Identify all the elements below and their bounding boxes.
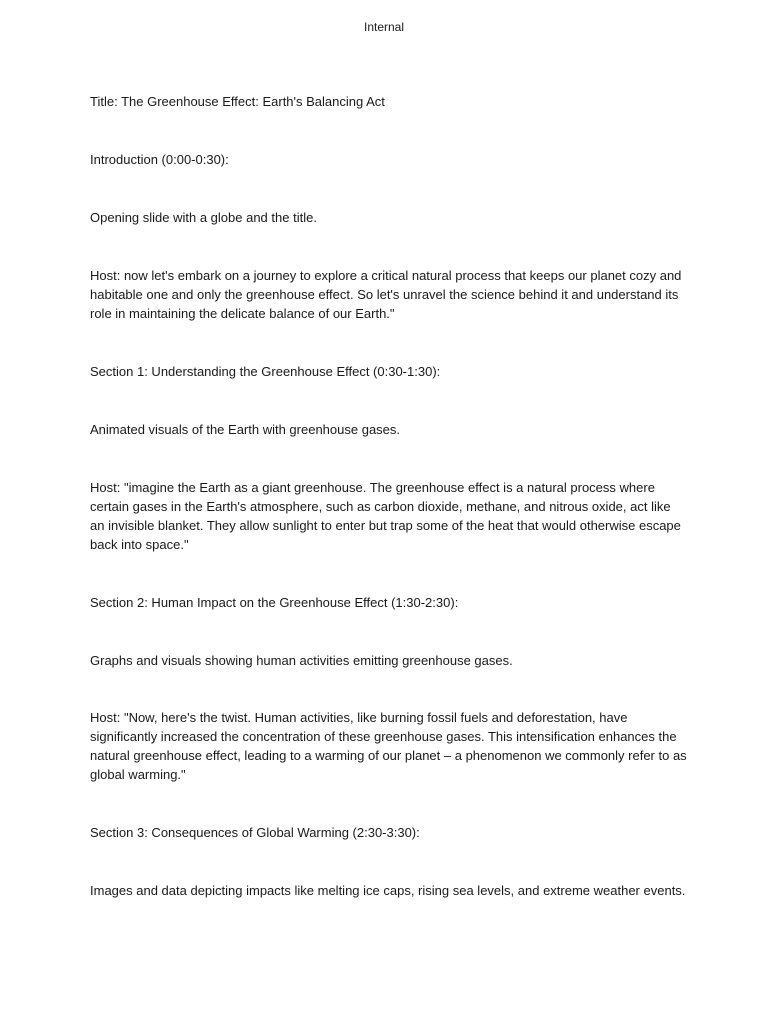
section2-heading: Section 2: Human Impact on the Greenhouse Effect (1:30-2:30): bbox=[90, 595, 459, 610]
section1-visual-note: Animated visuals of the Earth with greenhouse gases. bbox=[90, 422, 401, 437]
section1-host-line: Host: "imagine the Earth as a giant greenhouse. The greenhouse effect is a natural process where certain gases in the Earth's atmosphere, such as carbon dioxide, methane, and nitrous oxide, act like an invisible blanket. They allow sunlight to enter but trap some of the heat that would otherwise escape back into space." bbox=[90, 480, 681, 552]
document-title: Title: The Greenhouse Effect: Earth's Balancing Act bbox=[90, 94, 385, 109]
intro-heading: Introduction (0:00-0:30): bbox=[90, 152, 229, 167]
classification-label: Internal bbox=[363, 20, 405, 34]
section2-visual-note: Graphs and visuals showing human activities emitting greenhouse gases. bbox=[90, 653, 513, 668]
intro-host-line: Host: now let's embark on a journey to explore a critical natural process that keeps our planet cozy and habitable one and only the greenhouse effect. So let's unravel the science behind it and understand its role in maintaining the delicate balance of our Earth." bbox=[90, 268, 682, 321]
section2-host-line: Host: "Now, here's the twist. Human activities, like burning fossil fuels and deforestation, have significantly increased the concentration of these greenhouse gases. This intensification enhances the natural greenhouse effect, leading to a warming of our planet – a phenomenon we commonly refer to as global warming." bbox=[90, 710, 687, 782]
section3-heading: Section 3: Consequences of Global Warming (2:30-3:30): bbox=[90, 825, 420, 840]
section1-heading: Section 1: Understanding the Greenhouse Effect (0:30-1:30): bbox=[90, 364, 441, 379]
intro-visual-note: Opening slide with a globe and the title. bbox=[90, 210, 317, 225]
section3-visual-note: Images and data depicting impacts like melting ice caps, rising sea levels, and extreme weather events. bbox=[90, 883, 686, 898]
